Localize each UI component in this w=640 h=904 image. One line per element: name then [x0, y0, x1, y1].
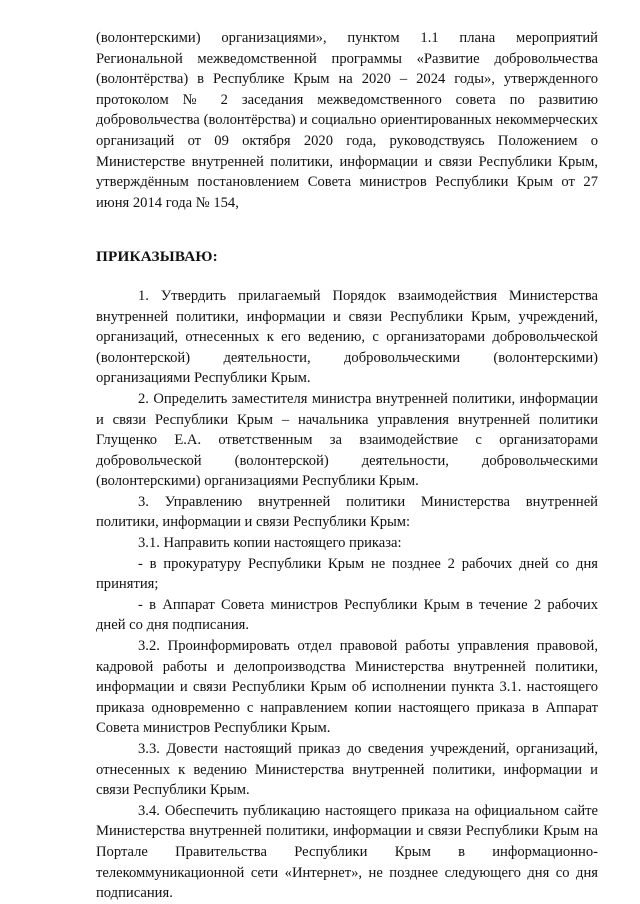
item-1: 1. Утвердить прилагаемый Порядок взаимодействия Министерства внутренней политики, информации и связи Республики Крым, учреждений, организаций, отнесенных к его ведению, с организаторами добровольческой (волонтерской) деятельности, добровольческими (волонтерскими) организациями Республики Крым. — [96, 287, 598, 387]
item-3-1: 3.1. Направить копии настоящего приказа: — [138, 535, 402, 552]
item-2: 2. Определить заместителя министра внутренней политики, информации и связи Республики Крым – начальника управления внутренней политики Глущенко Е.А. ответственным за взаимодействие с организаторами добровольческой (волонтерской) деятельности, добровольческими (волонтерскими) организациями Республики Крым. — [96, 390, 598, 490]
order-heading: ПРИКАЗЫВАЮ: — [96, 248, 218, 266]
item-3-2: 3.2. Проинформировать отдел правовой работы управления правовой, кадровой работы и делопроизводства Министерства внутренней политики, информации и связи Республики Крым об исполнении пункта 3.1. настоящего приказа одновременно с направлением копии настоящего приказа в Аппарат Совета министров Республики Крым. — [96, 638, 598, 737]
document-body — [96, 28, 598, 904]
item-3-4: 3.4. Обеспечить публикацию настоящего приказа на официальном сайте Министерства внутренней политики, информации и связи Республики Крым на Портале Правительства Республики Крым в информационно-телекоммуникационной сети «Интернет», не позднее следующего дня со дня подписания. — [96, 802, 598, 902]
item-3-3: 3.3. Довести настоящий приказ до сведения учреждений, организаций, отнесенных к ведению Министерства внутренней политики, информации и связи Республики Крым. — [96, 741, 598, 799]
item-3-1-b: - в Аппарат Совета министров Республики Крым в течение 2 рабочих дней со дня подписания. — [96, 596, 598, 634]
intro-paragraph: (волонтерскими) организациями», пунктом 1.1 плана мероприятий Региональной межведомственной программы «Развитие добровольчества (волонтёрства) в Республике Крым на 2020 – 2024 годы», утвержденного протоколом № 2 заседания межведомственного совета по развитию добровольчества (волонтёрства) и социально ориентированных некоммерческих организаций от 09 октября 2020 года, руководствуясь Положением о Министерстве внутренней политики, информации и связи Республики Крым, утверждённым постановлением Совета министров Республики Крым от 27 июня 2014 года № 154, — [96, 30, 598, 211]
item-3: 3. Управлению внутренней политики Министерства внутренней политики, информации и связи Республики Крым: — [96, 493, 598, 531]
item-3-1-a: - в прокуратуру Республики Крым не позднее 2 рабочих дней со дня принятия; — [96, 555, 598, 593]
